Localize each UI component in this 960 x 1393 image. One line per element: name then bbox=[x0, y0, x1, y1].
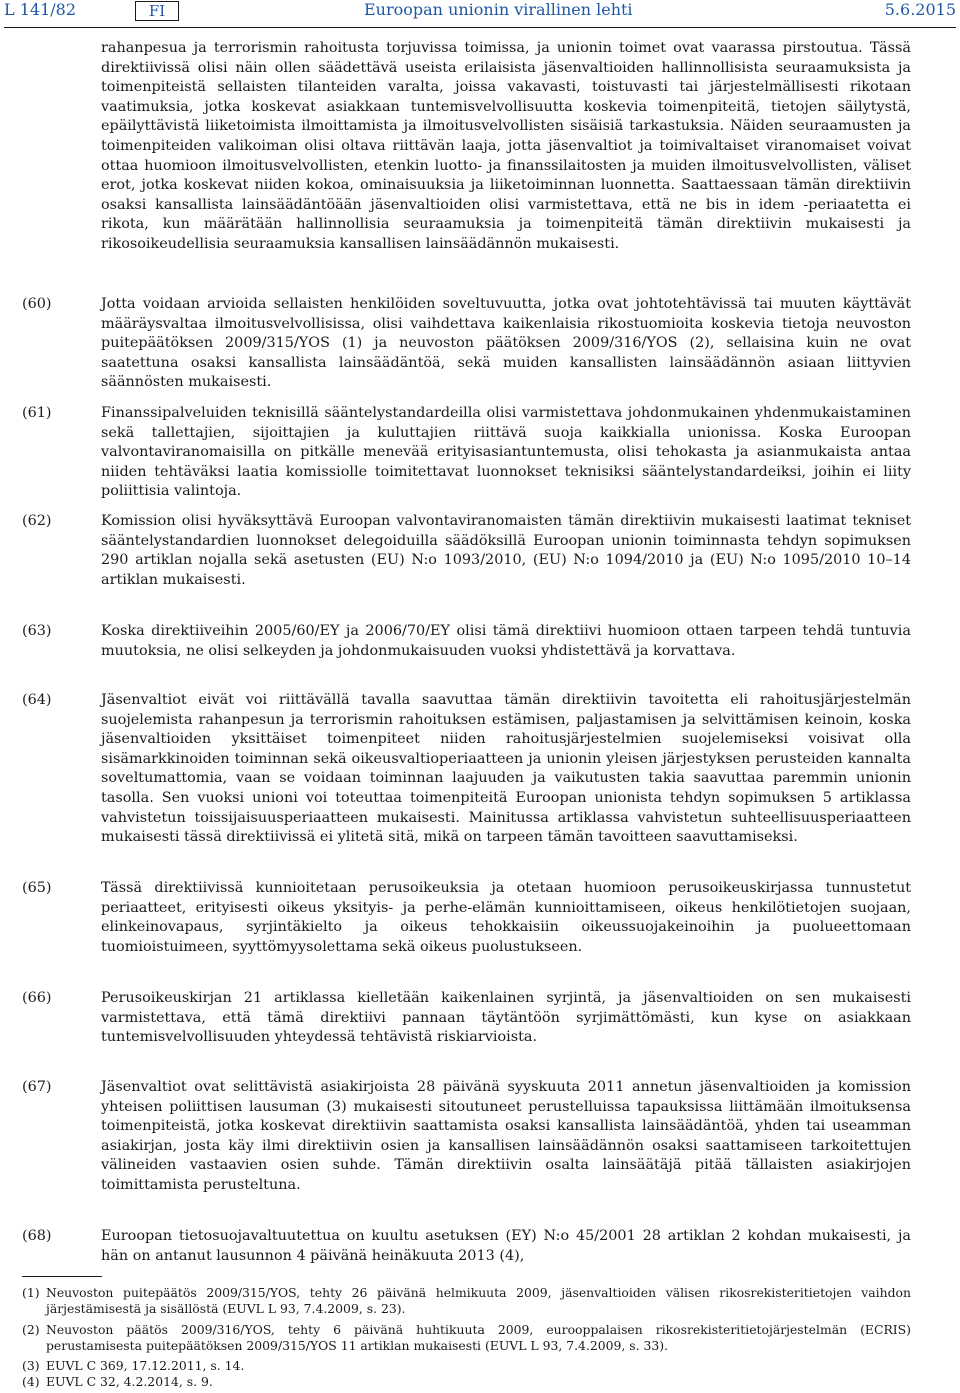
footnote-number: (4) bbox=[22, 1374, 40, 1389]
footnote-text: EUVL C 369, 17.12.2011, s. 14. bbox=[46, 1358, 245, 1373]
recital-text: Perusoikeuskirjan 21 artiklassa kielletään kaikenlainen syrjintä, ja jäsenvaltioiden on sen mukaisesti varmistettava, että tämä direktiivi pannaan täytäntöön syrjimättömästi, kun kyse on asiakkaan tuntemisvelvollisuuden yhteydessä tehtävistä riskiarvioista. bbox=[101, 990, 911, 1046]
intro-paragraph: rahanpesua ja terrorismin rahoitusta torjuvissa toimissa, ja unionin toimet ovat vaarassa pirstoutua. Tässä direktiivissä olisi näin ollen säädettävä useista erilaisista jäsenvaltioiden hallinnollisista seuraamuksista ja toimenpiteistä sellaisten tilanteiden varalta, joissa vakavasti, toistuvasti tai järjestelmällisesti rikotaan vaatimuksia, jotka koskevat asiakkaan tuntemisvelvollisuutta koskevia toimenpiteitä, tietojen säilytystä, epäilyttävistä liiketoimista ilmoittamista ja ilmoitusvelvollisten sisäisiä tarkastuksia. Näiden seuraamusten ja toimenpiteiden valikoiman olisi oltava riittävän laaja, jotta jäsenvaltiot ja toimivaltaiset viranomaiset voivat ottaa huomioon ilmoitusvelvollisten, etenkin luotto- ja finanssilaitosten ja muiden ilmoitusvelvollisten, väliset erot, jotka koskevat niiden kokoa, ominaisuuksia ja liiketoiminnan luonnetta. Saattaessaan tämän direktiivin osaksi kansallista lainsäädäntöään jäsenvaltioiden olisi varmistettava, että ne bis in idem -periaatetta ei rikota, kun määrätään hallinnollisia seuraamuksia ja toimenpiteitä tämän direktiivin mukaisesti ja rikosoikeudellisia seuraamuksia kansallisen lainsäädännön mukaisesti. bbox=[101, 40, 911, 252]
recital-text: Finanssipalveluiden teknisillä sääntelystandardeilla olisi varmistettava johdonmukainen yhdenmukaistaminen sekä tallettajien, sijoittajien ja kuluttajien riittävä suoja kaikkialla unionissa. Koska Euroopan valvontaviranomaisilla on pitkälle menevää erityisasiantuntemusta, olisi tehokasta ja asianmukaista antaa niiden tehtäväksi laatia komissiolle toimitettavat luonnokset teknisiksi sääntelystandardeiksi, joihin ei liity poliittisia valintoja. bbox=[101, 405, 911, 500]
language-code-box: FI bbox=[135, 1, 179, 21]
recital-text: Komission olisi hyväksyttävä Euroopan valvontaviranomaisten tämän direktiivin mukaisesti laatimat tekniset sääntelystandardien luonnokset delegoiduilla säädöksillä Euroopan unionin toiminnasta tehdyn sopimuksen 290 artiklan nojalla sekä asetusten (EU) N:o 1093/2010, (EU) N:o 1094/2010 ja (EU) N:o 1095/2010 10–14 artiklan mukaisesti. bbox=[101, 513, 911, 588]
recital-text: Tässä direktiivissä kunnioitetaan perusoikeuksia ja otetaan huomioon perusoikeuskirjassa tunnustetut periaatteet, erityisesti oikeus yksityis- ja perhe-elämän kunnioittamiseen, oikeus henkilötietojen suojaan, elinkeinovapaus, syrjintäkielto ja oikeus tehokkaisiin oikeussuojakeinoihin ja puolueettomaan tuomioistuimeen, syyttömyysolettama sekä oikeus puolustukseen. bbox=[101, 880, 911, 955]
recital-text: Euroopan tietosuojavaltuutettua on kuultu asetuksen (EY) N:o 45/2001 28 artiklan 2 kohdan mukaisesti, ja hän on antanut lausunnon 4 päivänä heinäkuuta 2013 (4), bbox=[101, 1228, 911, 1264]
recital-number: (61) bbox=[22, 405, 52, 421]
footnote-number: (3) bbox=[22, 1358, 40, 1373]
recital-text: Koska direktiiveihin 2005/60/EY ja 2006/70/EY olisi tämä direktiivi huomioon ottaen tarpeen tehdä tuntuvia muutoksia, ne olisi selkeyden ja johdonmukaisuuden vuoksi yhdistettävä ja korvattava. bbox=[101, 623, 911, 659]
footnote-separator bbox=[22, 1276, 102, 1277]
journal-title: Euroopan unionin virallinen lehti bbox=[364, 0, 633, 19]
header-rule bbox=[4, 27, 956, 28]
recital-number: (60) bbox=[22, 296, 52, 312]
recital-number: (63) bbox=[22, 623, 52, 639]
journal-reference: L 141/82 bbox=[4, 0, 76, 19]
footnote-text: Neuvoston päätös 2009/316/YOS, tehty 6 päivänä huhtikuuta 2009, eurooppalaisen rikosrekisteritietojärjestelmän (ECRIS) perustamisesta puitepäätöksen 2009/315/YOS 11 artiklan mukaisesti (EUVL L 93, 7.4.2009, s. 33). bbox=[46, 1322, 911, 1354]
footnote-text: EUVL C 32, 4.2.2014, s. 9. bbox=[46, 1374, 213, 1389]
recital-number: (64) bbox=[22, 692, 52, 708]
recital-number: (65) bbox=[22, 880, 52, 896]
footnote-text: Neuvoston puitepäätös 2009/315/YOS, tehty 26 päivänä helmikuuta 2009, jäsenvaltioiden välisen rikosrekisteritietojen vaihdon järjestämisestä ja sisällöstä (EUVL L 93, 7.4.2009, s. 23). bbox=[46, 1285, 911, 1317]
recital-number: (68) bbox=[22, 1228, 52, 1244]
recital-text: Jäsenvaltiot eivät voi riittävällä tavalla saavuttaa tämän direktiivin tavoitetta eli rahoitusjärjestelmän suojelemista rahanpesun ja terrorismin rahoituksen estämisen, paljastamisen ja selvittämisen keinoin, koska jäsenvaltioiden yksittäiset toimenpiteet niiden rahoitusjärjestelmien suojelemiseksi voisivat olla sisämarkkinoiden toiminnan sekä oikeusvaltioperiaatteen ja unionin yleisen järjestyksen perusteiden kannalta soveltumattomia, vaan se voidaan toiminnan laajuuden ja vaikutusten takia saavuttaa paremmin unionin tasolla. Sen vuoksi unioni voi toteuttaa toimenpiteitä Euroopan unionista tehdyn sopimuksen 5 artiklassa vahvistetun toissijaisuusperiaatteen mukaisesti. Mainitussa artiklassa vahvistetun suhteellisuusperiaatteen mukaisesti tässä direktiivissä ei ylitetä sitä, mikä on tarpeen tämän tavoitteen saavuttamiseksi. bbox=[101, 692, 911, 846]
footnote-number: (2) bbox=[22, 1322, 40, 1337]
recital-text: Jäsenvaltiot ovat selittävistä asiakirjoista 28 päivänä syyskuuta 2011 annetun jäsenvaltioiden ja komission yhteisen poliittisen lausuman (3) mukaisesti sitoutuneet perustelluissa tapauksissa liittämään ilmoituksensa toimenpiteistä, jotka koskevat direktiivin saattamista osaksi kansallista lainsäädäntöä, yhden tai useamman asiakirjan, josta käy ilmi direktiivin osien ja kansallisen lainsäädännön osaksi saattamiseen tarkoitettujen välineiden vastaavien osien suhde. Tämän direktiivin osalta lainsäätäjä pitää tällaisten asiakirjojen toimittamista perusteltuna. bbox=[101, 1079, 911, 1193]
footnote-number: (1) bbox=[22, 1285, 40, 1300]
publication-date: 5.6.2015 bbox=[884, 0, 956, 19]
page-header bbox=[0, 0, 960, 30]
recital-number: (67) bbox=[22, 1079, 52, 1095]
recital-number: (66) bbox=[22, 990, 52, 1006]
recital-number: (62) bbox=[22, 513, 52, 529]
recital-text: Jotta voidaan arvioida sellaisten henkilöiden soveltuvuutta, jotka ovat johtotehtävissä tai muuten käyttävät määräysvaltaa ilmoitusvelvollisissa, olisi vaihdettava kaikenlaisia rikostuomioita koskevia tietoja neuvoston puitepäätöksen 2009/315/YOS (1) ja neuvoston päätöksen 2009/316/YOS (2), sellaisina kuin ne ovat saatettuna osaksi kansallista lainsäädäntöä, sekä muiden kansallisten lainsäädännön asiaan liittyvien säännösten mukaisesti. bbox=[101, 296, 911, 391]
